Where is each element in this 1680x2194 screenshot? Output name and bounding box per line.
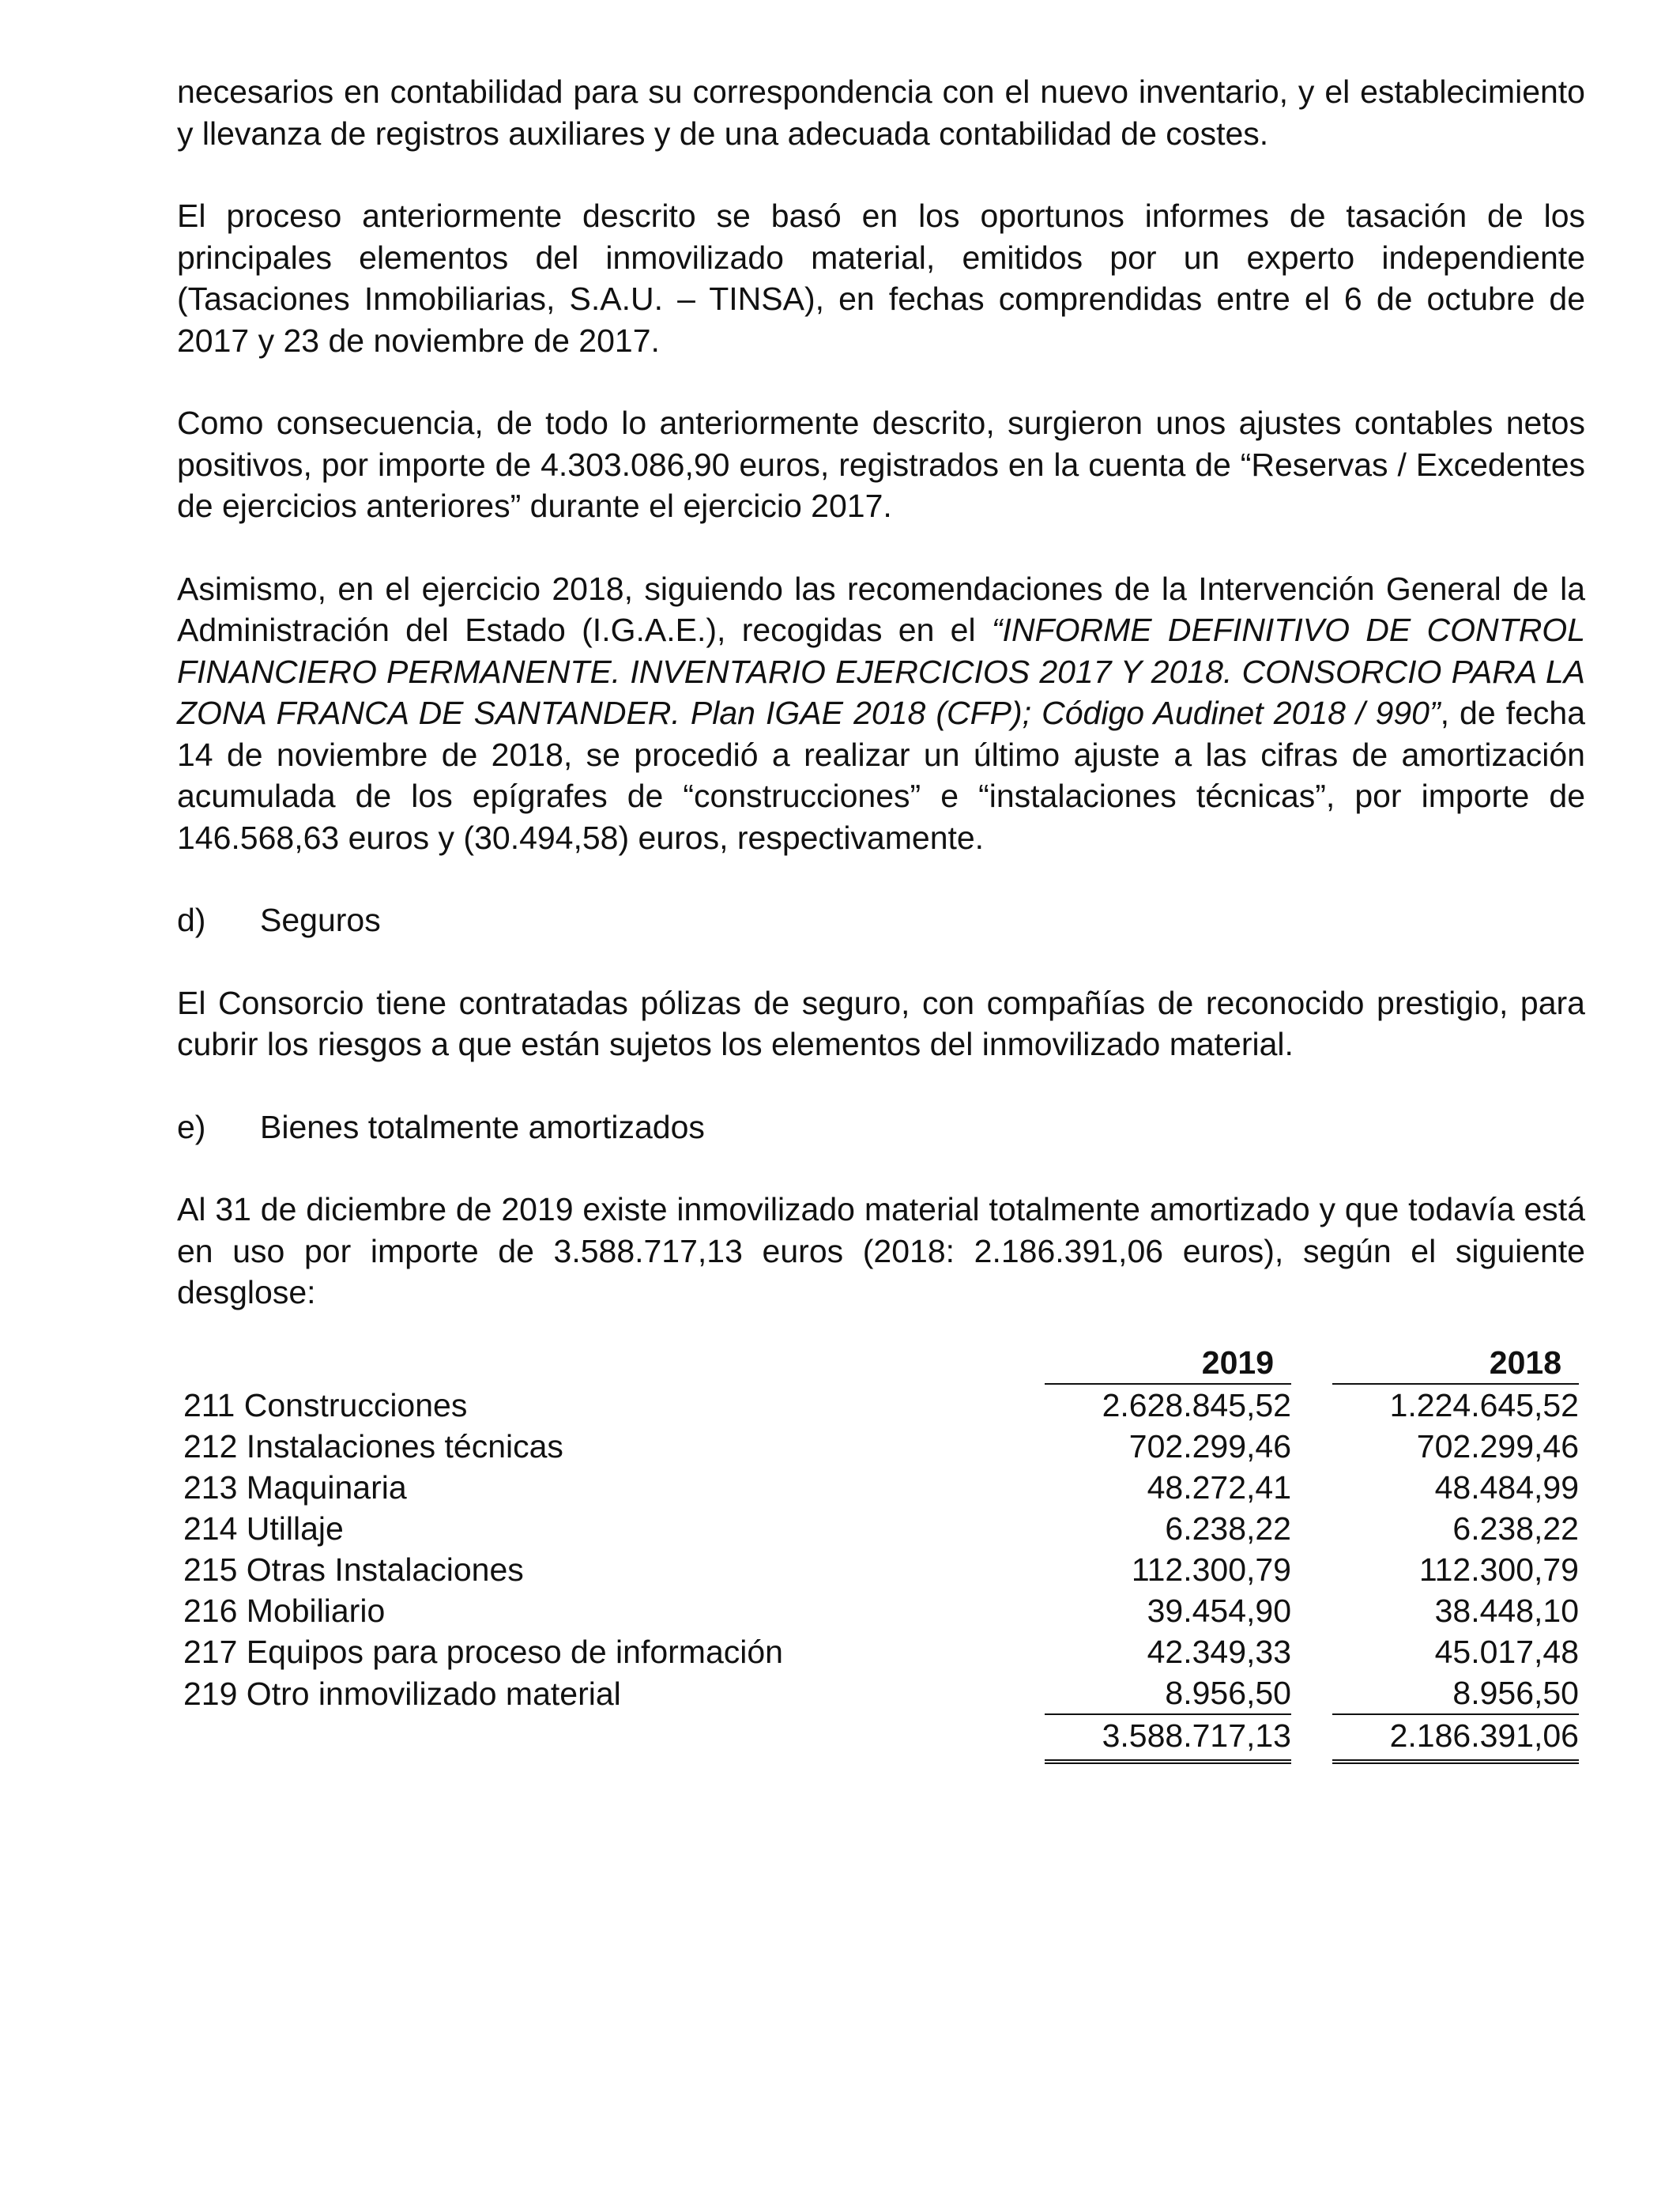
document-body	[177, 71, 1585, 1355]
table-row	[183, 1672, 1579, 1714]
section-heading-bienes	[177, 1106, 1585, 1148]
row-value-2019: 6.238,22	[1165, 1510, 1291, 1547]
paragraph-igae-text-b: , de fecha 14 de noviembre de 2018, se procedió a realizar un último ajuste a las cifras de amortización acumulada de los epígrafes de “construcciones” e “instalaciones técnicas”, por importe de 146.568,63 euros y (30.494,58) euros, respectivamente.	[177, 695, 1586, 856]
row-label: 212 Instalaciones técnicas	[183, 1428, 563, 1465]
row-value-2019: 112.300,79	[1131, 1551, 1291, 1588]
row-label: 219 Otro inmovilizado material	[183, 1675, 621, 1712]
paragraph-ajustes: Como consecuencia, de todo lo anteriormente descrito, surgieron unos ajustes contables netos positivos, por importe de 4.303.086,90 euros, registrados en la cuenta de “Reservas / Excedentes de ejercicios anteriores” durante el ejercicio 2017.	[177, 405, 1585, 524]
table-row	[183, 1467, 1579, 1508]
total-2019: 3.588.717,13	[1045, 1714, 1291, 1762]
row-label: 213 Maquinaria	[183, 1469, 407, 1506]
row-value-2019: 702.299,46	[1128, 1428, 1291, 1465]
row-value-2019: 39.454,90	[1147, 1593, 1291, 1629]
paragraph-igae	[177, 568, 1585, 859]
section-heading-seguros	[177, 899, 1585, 941]
row-label: 215 Otras Instalaciones	[183, 1551, 524, 1588]
paragraph-tasacion: El proceso anteriormente descrito se basó en los oportunos informes de tasación de los principales elementos del inmovilizado material, emitidos por un experto independiente (Tasaciones Inmobiliarias, S.A.U. – TINSA), en fechas comprendidas entre el 6 de octubre de 2017 y 23 de noviembre de 2017.	[177, 198, 1585, 359]
table-row	[183, 1426, 1579, 1467]
paragraph-seguros: El Consorcio tiene contratadas pólizas de seguro, con compañías de reconocido prestigio, para cubrir los riesgos a que están sujetos los elementos del inmovilizado material.	[177, 984, 1585, 1062]
row-label: 217 Equipos para proceso de información	[183, 1634, 783, 1670]
row-value-2018: 45.017,48	[1434, 1634, 1579, 1670]
section-letter: d)	[177, 902, 206, 938]
paragraph-igae-informe-title: “INFORME DEFINITIVO DE CONTROL FINANCIERO PERMANENTE. INVENTARIO EJERCICIOS 2017 Y 2018. CONSORCIO PARA LA ZONA FRANCA DE SANTANDER. Plan IGAE 2018 (CFP); Código Audinet 2018 / 990”	[177, 612, 1585, 731]
table-row	[183, 1631, 1579, 1672]
row-label: 214 Utillaje	[183, 1510, 344, 1547]
table-header-row	[183, 1342, 1579, 1384]
paragraph-contabilidad: necesarios en contabilidad para su correspondencia con el nuevo inventario, y el establecimiento y llevanza de registros auxiliares y de una adecuada contabilidad de costes.	[177, 74, 1585, 152]
row-label: 216 Mobiliario	[183, 1593, 386, 1629]
row-value-2018: 48.484,99	[1434, 1469, 1579, 1506]
column-header-2018: 2018	[1332, 1342, 1579, 1384]
row-label: 211 Construcciones	[183, 1386, 468, 1423]
table-row	[183, 1508, 1579, 1549]
row-value-2019: 48.272,41	[1147, 1469, 1291, 1506]
amortized-assets-table	[183, 1342, 1579, 1764]
total-2018: 2.186.391,06	[1332, 1714, 1579, 1762]
row-value-2019: 2.628.845,52	[1102, 1387, 1291, 1423]
row-value-2019: 8.956,50	[1165, 1675, 1291, 1711]
row-value-2019: 42.349,33	[1147, 1634, 1291, 1670]
row-value-2018: 38.448,10	[1434, 1593, 1579, 1629]
row-value-2018: 8.956,50	[1452, 1675, 1579, 1711]
section-title: Seguros	[260, 902, 381, 938]
column-header-2019: 2019	[1045, 1342, 1291, 1384]
row-value-2018: 6.238,22	[1452, 1510, 1579, 1547]
table-row	[183, 1590, 1579, 1631]
row-value-2018: 112.300,79	[1418, 1551, 1579, 1588]
paragraph-igae-text-a: Asimismo, en el ejercicio 2018, siguiendo las recomendaciones de la Intervención General de la Administración del Estado (I.G.A.E.), recogidas en el	[177, 570, 1585, 648]
section-letter: e)	[177, 1108, 206, 1145]
section-title: Bienes totalmente amortizados	[260, 1108, 705, 1145]
table-row	[183, 1384, 1579, 1426]
row-value-2018: 702.299,46	[1416, 1428, 1579, 1465]
table-total-row	[183, 1714, 1579, 1762]
row-value-2018: 1.224.645,52	[1389, 1387, 1579, 1423]
paragraph-desglose-intro: Al 31 de diciembre de 2019 existe inmovilizado material totalmente amortizado y que todavía está en uso por importe de 3.588.717,13 euros (2018: 2.186.391,06 euros), según el siguiente desglose:	[177, 1191, 1585, 1310]
table-row	[183, 1549, 1579, 1590]
